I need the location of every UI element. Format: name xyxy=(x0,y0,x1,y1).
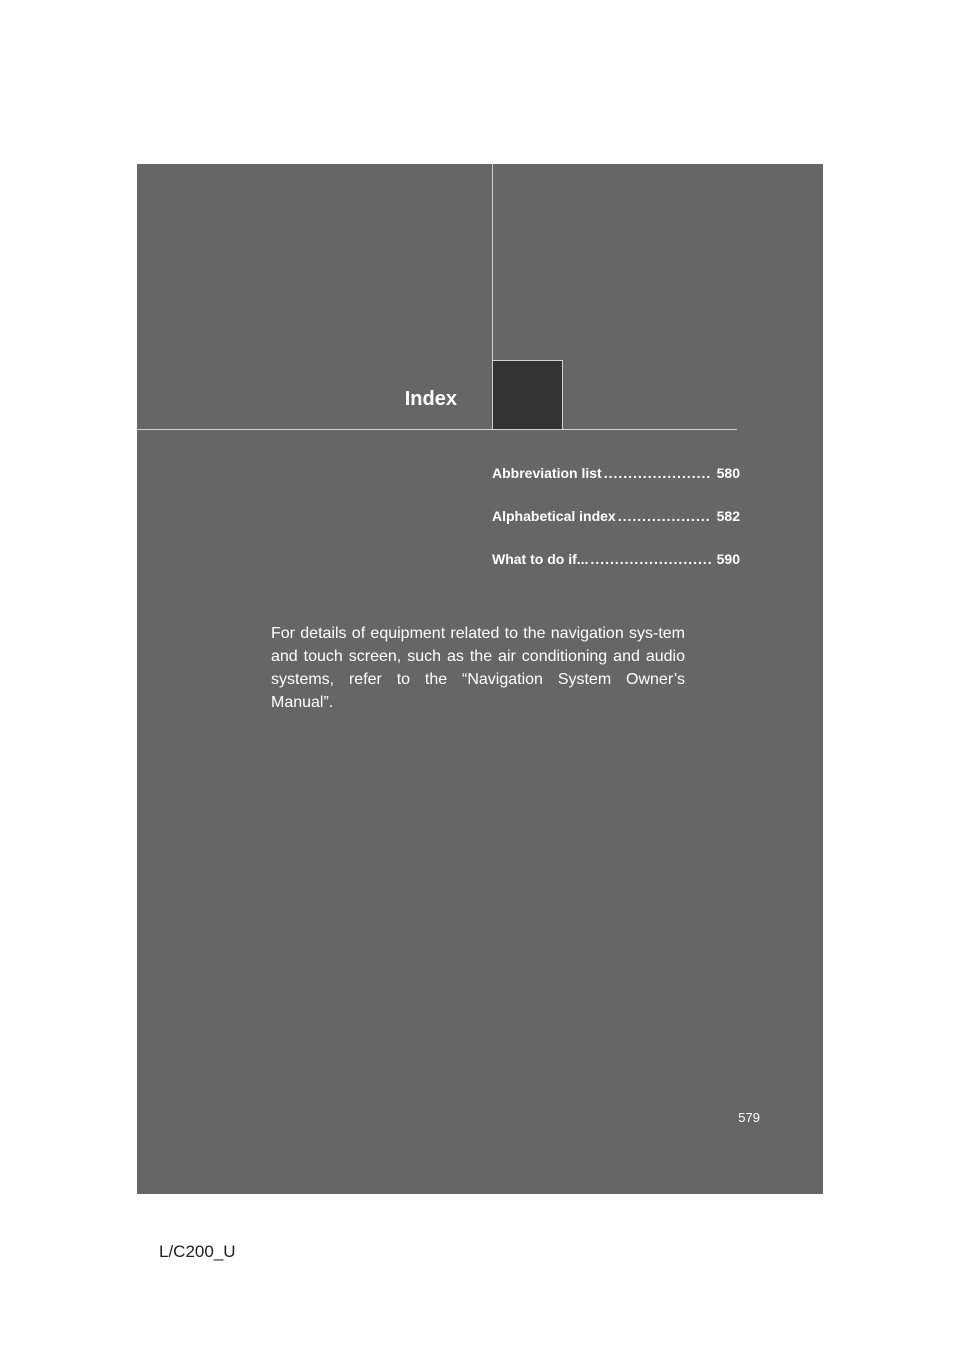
toc-leader-dots xyxy=(604,465,711,481)
section-title: Index xyxy=(404,388,457,410)
toc-entry-label: What to do if... xyxy=(492,551,589,567)
document-code: L/C200_U xyxy=(159,1242,236,1261)
chapter-panel xyxy=(137,164,823,1194)
toc-entry-label: Abbreviation list xyxy=(492,465,602,481)
chapter-tab-border-right xyxy=(562,360,563,429)
toc-entry-page: 580 xyxy=(716,465,740,481)
toc-entry-alphabetical-index[interactable] xyxy=(492,508,740,551)
toc-entry-abbreviation-list[interactable] xyxy=(492,465,740,508)
chapter-tab-marker xyxy=(493,360,562,429)
toc-entry-what-to-do-if[interactable] xyxy=(492,551,740,594)
page-number: 579 xyxy=(738,1110,760,1125)
toc-entry-label: Alphabetical index xyxy=(492,508,616,524)
divider-horizontal xyxy=(137,429,737,430)
toc-leader-dots xyxy=(618,508,711,524)
toc-entry-page: 590 xyxy=(716,551,740,567)
table-of-contents xyxy=(492,465,740,594)
toc-entry-page: 582 xyxy=(716,508,740,524)
chapter-tab-border-top xyxy=(493,360,563,361)
navigation-manual-note: For details of equipment related to the navigation sys-tem and touch screen, such as the air conditioning and audio systems, refer to the “Navigation System Owner’s Manual”. xyxy=(271,625,685,711)
toc-leader-dots xyxy=(590,551,710,567)
